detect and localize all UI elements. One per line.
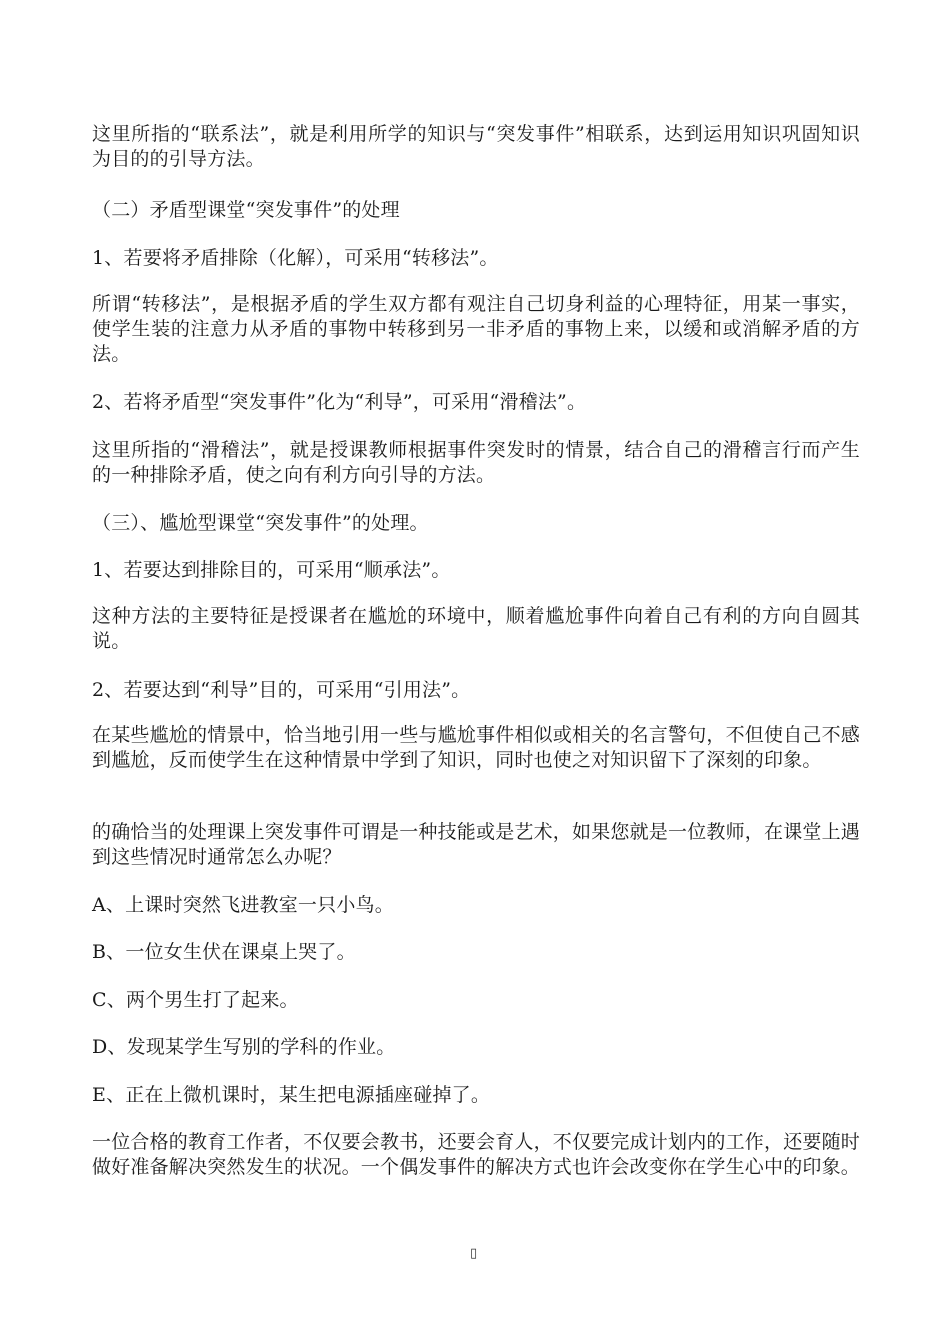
paragraph-quote-method-intro: 2、若要达到“利导”目的，可采用“引用法”。 bbox=[92, 679, 471, 701]
paragraph-conclusion: 一位合格的教育工作者，不仅要会教书，还要会育人，不仅要完成计划内的工作，还要随时做好准备解决突然发生的状况。一个偶发事件的解决方式也许会改变你在学生心中的印象。 bbox=[92, 1131, 861, 1178]
list-item-option-c: C、两个男生打了起来。 bbox=[92, 989, 299, 1011]
list-item-option-d: D、发现某学生写别的学科的作业。 bbox=[92, 1036, 396, 1058]
paragraph-quote-method: 在某些尴尬的情景中，恰当地引用一些与尴尬事件相似或相关的名言警句，不但使自己不感到尴尬，反而使学生在这种情景中学到了知识，同时也使之对知识留下了深刻的印象。 bbox=[92, 724, 861, 771]
paragraph-transfer-method: 所谓“转移法”，是根据矛盾的学生双方都有观注自己切身利益的心理特征，用某一事实，使学生装的注意力从矛盾的事物中转移到另一非矛盾的事物上来，以缓和或消解矛盾的方法。 bbox=[92, 293, 860, 365]
paragraph-linking-method: 这里所指的“联系法”，就是利用所学的知识与“突发事件”相联系，达到运用知识巩固知识为目的的引导方法。 bbox=[92, 123, 860, 170]
list-item-option-b: B、一位女生伏在课桌上哭了。 bbox=[92, 941, 356, 963]
paragraph-question: 的确恰当的处理课上突发事件可谓是一种技能或是艺术，如果您就是一位教师，在课堂上遇到这些情况时通常怎么办呢？ bbox=[92, 821, 861, 868]
paragraph-humor-method-intro: 2、若将矛盾型“突发事件”化为“利导”，可采用“滑稽法”。 bbox=[92, 391, 587, 413]
heading-embarrassing-events: （三）、尴尬型课堂“突发事件”的处理。 bbox=[92, 512, 429, 534]
list-item-option-e: E、正在上微机课时，某生把电源插座碰掉了。 bbox=[92, 1084, 491, 1106]
heading-contradiction-events: （二）矛盾型课堂“突发事件”的处理 bbox=[92, 199, 400, 221]
paragraph-humor-method: 这里所指的“滑稽法”，就是授课教师根据事件突发时的情景，结合自己的滑稽言行而产生的一种排除矛盾，使之向有利方向引导的方法。 bbox=[92, 439, 860, 486]
paragraph-follow-method: 这种方法的主要特征是授课者在尴尬的环境中，顺着尴尬事件向着自己有利的方向自圆其说。 bbox=[92, 605, 860, 652]
paragraph-follow-method-intro: 1、若要达到排除目的，可采用“顺承法”。 bbox=[92, 559, 451, 581]
paragraph-transfer-method-intro: 1、若要将矛盾排除（化解），可采用“转移法”。 bbox=[92, 247, 499, 269]
list-item-option-a: A、上课时突然飞进教室一只小鸟。 bbox=[92, 894, 394, 916]
page-number: ▯ bbox=[470, 1246, 478, 1261]
